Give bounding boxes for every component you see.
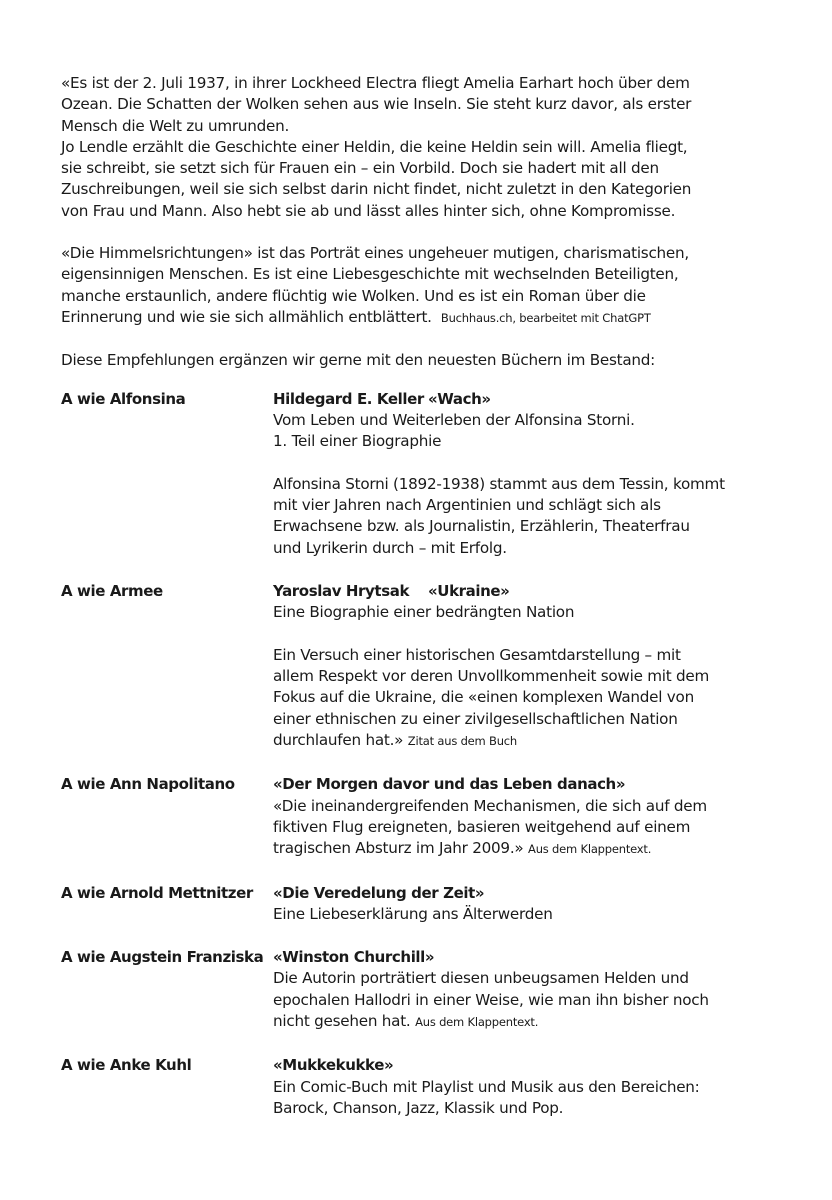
- book-entry: [61, 947, 781, 1033]
- description-text: Ein Comic-Buch mit Playlist und Musik aus den Bereichen:: [273, 1077, 700, 1096]
- description-line: [273, 1098, 781, 1119]
- description-text: «Die ineinandergreifenden Mechanismen, die sich auf dem: [273, 796, 707, 815]
- description-text: Eine Liebeserklärung ans Älterwerden: [273, 904, 553, 923]
- description-text: durchlaufen hat.»: [273, 731, 404, 750]
- book-entry: [61, 774, 781, 860]
- description-text: Ein Versuch einer historischen Gesamtdarstellung – mit: [273, 645, 681, 664]
- source-note: Aus dem Klappentext.: [528, 842, 652, 857]
- description-text: Eine Biographie einer bedrängten Nation: [273, 603, 575, 622]
- description-line: [273, 474, 781, 495]
- entry-heading: [273, 389, 781, 410]
- text-line: «Die Himmelsrichtungen» ist das Porträt eines ungeheuer mutigen, charismatischen,: [61, 244, 689, 263]
- description-line: [273, 538, 781, 559]
- intro-paragraph-1: [61, 73, 781, 222]
- description-line: [273, 495, 781, 516]
- description-text: Die Autorin porträtiert diesen unbeugsamen Helden und: [273, 969, 689, 988]
- text-line: sie schreibt, sie setzt sich für Frauen ein – ein Vorbild. Doch sie hadert mit all den: [61, 159, 659, 178]
- entry-body: [273, 947, 781, 1033]
- description-text: Fokus auf die Ukraine, die «einen komplexen Wandel von: [273, 688, 694, 707]
- description-line: [273, 410, 781, 431]
- description-line: [273, 1077, 781, 1098]
- source-note: Buchhaus.ch, bearbeitet mit ChatGPT: [440, 310, 651, 325]
- entry-tag: A wie Ann Napolitano: [61, 775, 235, 794]
- book-title: «Die Veredelung der Zeit»: [273, 883, 485, 902]
- description-text: epochalen Hallodri in einer Weise, wie man ihn bisher noch: [273, 990, 709, 1009]
- description-line: [273, 904, 781, 925]
- document-page: [61, 73, 781, 1119]
- book-entry: [61, 581, 781, 752]
- source-note: Zitat aus dem Buch: [407, 734, 517, 749]
- entry-heading: [273, 581, 781, 602]
- entry-tag: A wie Armee: [61, 581, 163, 600]
- description-text: allem Respekt vor deren Unvollkommenheit sowie mit dem: [273, 667, 710, 686]
- book-title: «Wach»: [428, 389, 491, 408]
- description-text: mit vier Jahren nach Argentinien und schlägt sich als: [273, 496, 661, 515]
- entry-body: [273, 1055, 781, 1119]
- description-text: nicht gesehen hat.: [273, 1011, 411, 1030]
- description-line: [273, 796, 781, 817]
- spacer: [61, 1033, 781, 1055]
- entry-tag: A wie Arnold Mettnitzer: [61, 883, 253, 902]
- description-line: [273, 730, 781, 752]
- description-line: [273, 687, 781, 708]
- description-line: [273, 645, 781, 666]
- description-line: [273, 431, 781, 452]
- description-text: tragischen Absturz im Jahr 2009.»: [273, 839, 524, 858]
- description-line: [273, 968, 781, 989]
- entry-tag: A wie Anke Kuhl: [61, 1056, 192, 1075]
- text-line-content: Erinnerung und wie sie sich allmählich entblättert.: [61, 307, 432, 326]
- book-author: Hildegard E. Keller: [273, 389, 424, 408]
- book-author: Yaroslav Hrytsak: [273, 581, 410, 600]
- description-text: fiktiven Flug ereigneten, basieren weitgehend auf einem: [273, 817, 691, 836]
- entry-heading: [273, 1055, 781, 1076]
- spacer: [61, 925, 781, 947]
- recommendation-intro: Diese Empfehlungen ergänzen wir gerne mit den neuesten Büchern im Bestand:: [61, 351, 656, 370]
- entry-body: [273, 774, 781, 860]
- entry-body: [273, 883, 781, 926]
- entry-tag: A wie Augstein Franziska: [61, 948, 264, 967]
- blank-line: [273, 452, 781, 473]
- description-text: 1. Teil einer Biographie: [273, 432, 442, 451]
- description-line: [273, 602, 781, 623]
- book-title: «Der Morgen davor und das Leben danach»: [273, 775, 626, 794]
- description-line: [273, 709, 781, 730]
- entry-body: [273, 389, 781, 559]
- text-line: Jo Lendle erzählt die Geschichte einer Heldin, die keine Heldin sein will. Amelia fliegt,: [61, 137, 688, 156]
- description-line: [273, 1011, 781, 1033]
- description-text: einer ethnischen zu einer zivilgesellschaftlichen Nation: [273, 709, 678, 728]
- intro-paragraph-2: [61, 243, 781, 329]
- text-line: Zuschreibungen, weil sie sich selbst darin nicht findet, nicht zuletzt in den Kategorien: [61, 180, 692, 199]
- entry-heading: [273, 883, 781, 904]
- description-text: Alfonsina Storni (1892-1938) stammt aus dem Tessin, kommt: [273, 474, 725, 493]
- description-text: und Lyrikerin durch – mit Erfolg.: [273, 538, 507, 557]
- description-line: [273, 990, 781, 1011]
- spacer: [61, 861, 781, 883]
- book-title: «Winston Churchill»: [273, 948, 435, 967]
- book-entry: [61, 389, 781, 559]
- description-line: [273, 817, 781, 838]
- book-entry: [61, 883, 781, 926]
- description-text: Erwachsene bzw. als Journalistin, Erzählerin, Theaterfrau: [273, 517, 690, 536]
- description-text: Barock, Chanson, Jazz, Klassik und Pop.: [273, 1098, 564, 1117]
- book-entry: [61, 1055, 781, 1119]
- text-line: manche erstaunlich, andere flüchtig wie Wolken. Und es ist ein Roman über die: [61, 286, 646, 305]
- entry-tag: A wie Alfonsina: [61, 389, 186, 408]
- entry-body: [273, 581, 781, 752]
- book-list: [61, 389, 781, 1120]
- text-line: Mensch die Welt zu umrunden.: [61, 116, 290, 135]
- source-note: Aus dem Klappentext.: [415, 1014, 539, 1029]
- text-line: [61, 307, 781, 329]
- entry-heading: [273, 774, 781, 795]
- text-line: «Es ist der 2. Juli 1937, in ihrer Lockheed Electra fliegt Amelia Earhart hoch über dem: [61, 74, 690, 92]
- spacer: [61, 752, 781, 774]
- book-title: «Ukraine»: [428, 581, 510, 600]
- text-line: Ozean. Die Schatten der Wolken sehen aus wie Inseln. Sie steht kurz davor, als erster: [61, 95, 692, 114]
- book-title: «Mukkekukke»: [273, 1056, 394, 1075]
- text-line: von Frau und Mann. Also hebt sie ab und lässt alles hinter sich, ohne Kompromisse.: [61, 201, 676, 220]
- spacer: [61, 559, 781, 581]
- description-line: [273, 666, 781, 687]
- text-line: eigensinnigen Menschen. Es ist eine Liebesgeschichte mit wechselnden Beteiligten,: [61, 265, 679, 284]
- blank-line: [273, 624, 781, 645]
- description-text: Vom Leben und Weiterleben der Alfonsina Storni.: [273, 410, 635, 429]
- entry-heading: [273, 947, 781, 968]
- description-line: [273, 838, 781, 860]
- description-line: [273, 516, 781, 537]
